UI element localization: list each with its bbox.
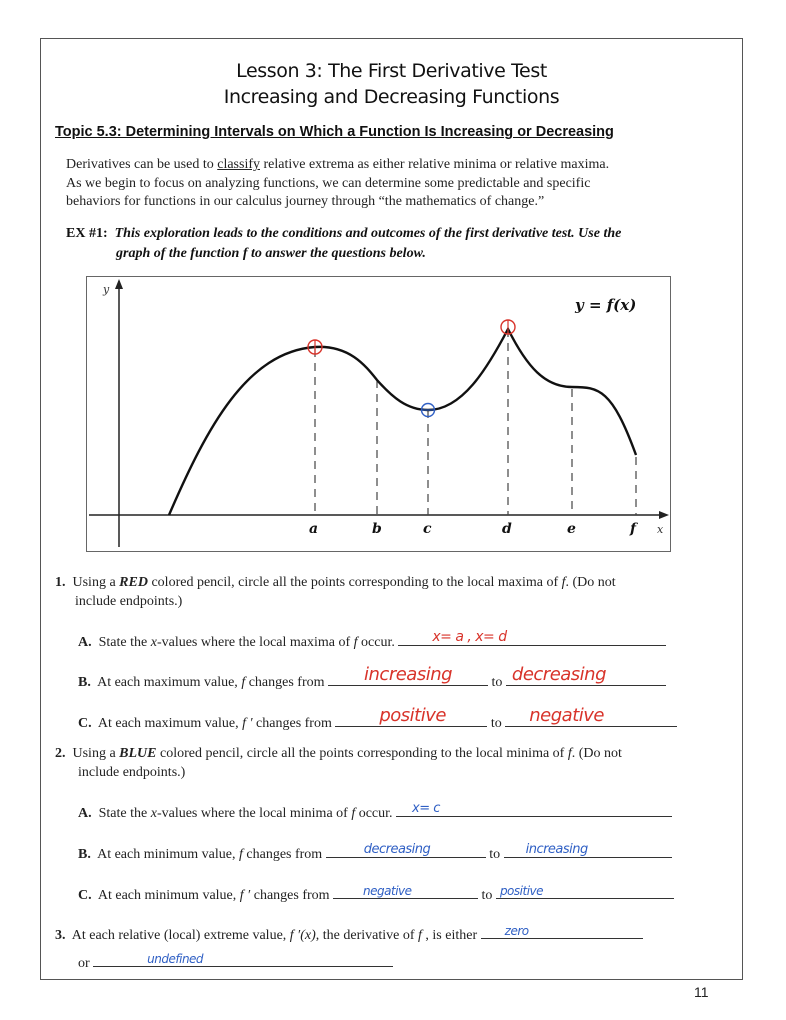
graph-svg — [87, 277, 672, 553]
q2a-row: A. State the x-values where the local minima of f occur. x= c — [78, 802, 672, 822]
tick-label-a: a — [309, 521, 319, 537]
q3-answer1-blank[interactable] — [481, 924, 643, 939]
y-axis-arrow — [115, 279, 123, 289]
dashed-guides — [315, 329, 636, 515]
tick-label-d: d — [502, 521, 512, 537]
q2-prompt-cont: include endpoints.) — [78, 765, 186, 780]
q3-row: 3. At each relative (local) extreme value, f ′(x), the derivative of f , is either zero — [55, 924, 643, 944]
tick-label-e: e — [567, 521, 576, 537]
topic-heading: Topic 5.3: Determining Intervals on Which a Function Is Increasing or Decreasing — [55, 124, 614, 140]
page-number: 11 — [694, 984, 709, 1000]
q3-row2: or undefined — [78, 952, 393, 972]
q3-answer2: undefined — [147, 952, 204, 966]
q1c-answer1-blank[interactable] — [335, 705, 487, 727]
q1b-answer1: increasing — [364, 664, 453, 685]
q1c-answer2: negative — [529, 705, 604, 726]
q1a-answer: x= a , x= d — [432, 629, 507, 645]
q1b-answer1-blank[interactable] — [328, 664, 488, 686]
q1b-answer2: decreasing — [511, 664, 607, 685]
q2c-answer1: negative — [363, 884, 412, 898]
y-axis-label: y — [103, 283, 110, 296]
x-axis-label: x — [657, 523, 664, 536]
q3-answer2-blank[interactable] — [93, 952, 393, 967]
q2b-row: B. At each minimum value, f changes from decreasing to increasing — [78, 843, 672, 863]
q2c-answer2: positive — [499, 884, 544, 898]
tick-label-c: c — [423, 521, 432, 537]
q1b-answer2-blank[interactable] — [506, 664, 666, 686]
q1a-row: A. State the x-values where the local maxima of f occur. x= a , x= d — [78, 631, 666, 651]
q2b-answer1: decreasing — [363, 842, 431, 857]
lesson-subtitle: Increasing and Decreasing Functions — [223, 86, 560, 108]
q1-prompt-cont: include endpoints.) — [75, 594, 183, 609]
q2b-answer2-blank[interactable] — [504, 843, 672, 858]
q2c-row: C. At each minimum value, f ′ changes from negative to positive — [78, 884, 674, 904]
curve-label: y = f(x) — [575, 296, 637, 314]
example-prompt: EX #1: This exploration leads to the conditions and outcomes of the first derivative test. Use the graph of the function f to answer the questions below. — [66, 226, 622, 261]
q1-prompt: 1. Using a RED colored pencil, circle all the points corresponding to the local maxima of f. (Do not — [55, 575, 616, 590]
intro-paragraph: Derivatives can be used to classify relative extrema as either relative minima or relative maxima. As we begin to focus on analyzing functions, we can determine some predictable and specific behaviors for functions in our calculus journey through “the mathematics of change.” — [66, 157, 610, 209]
q2a-answer-blank[interactable] — [396, 802, 672, 817]
q1c-row: C. At each maximum value, f ′ changes from positive to negative — [78, 712, 677, 732]
q2c-answer2-blank[interactable] — [496, 884, 674, 899]
q3-answer1: zero — [504, 924, 529, 938]
q2c-answer1-blank[interactable] — [333, 884, 478, 899]
function-curve — [169, 329, 636, 515]
lesson-title: Lesson 3: The First Derivative Test — [236, 60, 547, 82]
tick-label-f: f — [630, 521, 637, 537]
q1c-answer1: positive — [379, 705, 446, 726]
x-axis-arrow — [659, 511, 669, 519]
q1b-row: B. At each maximum value, f changes from increasing to decreasing — [78, 671, 666, 691]
q2b-answer2: increasing — [525, 842, 588, 857]
q2-prompt: 2. Using a BLUE colored pencil, circle all the points corresponding to the local minima of f. (Do not — [55, 746, 622, 761]
q1c-answer2-blank[interactable] — [505, 705, 677, 727]
function-graph — [86, 276, 671, 552]
q2b-answer1-blank[interactable] — [326, 843, 486, 858]
tick-label-b: b — [372, 521, 382, 537]
q1a-answer-blank[interactable] — [398, 631, 666, 646]
red-circle-d — [501, 320, 515, 334]
q2a-answer: x= c — [412, 801, 440, 816]
